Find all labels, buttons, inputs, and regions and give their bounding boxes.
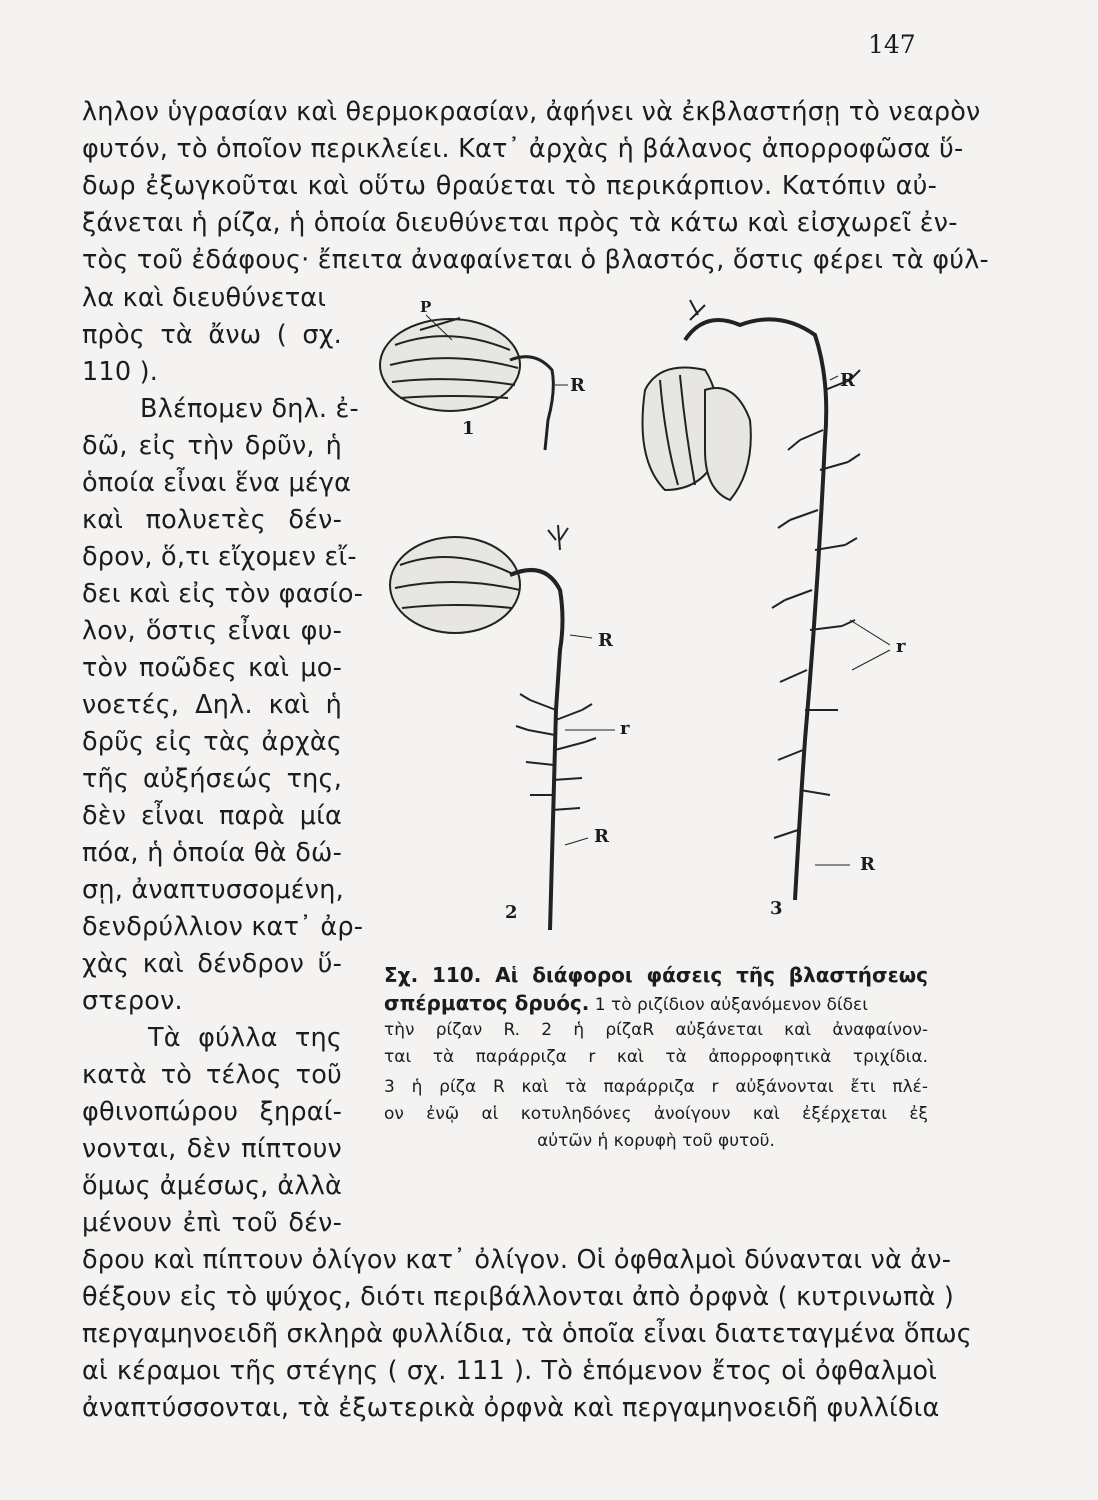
figure-caption-line: ται τὰ παράρριζα r καὶ τὰ ἀπορροφητικὰ τριχίδια. — [384, 1047, 928, 1067]
text-line: ξάνεται ἡ ρίζα, ἡ ὁποία διευθύνεται πρὸς τὰ κάτω καὶ εἰσχωρεῖ ἐν- — [82, 208, 958, 238]
text-line: καὶ πολυετὲς δέν- — [82, 505, 342, 535]
text-line: ὁποία εἶναι ἕνα μέγα — [82, 468, 352, 498]
text-line: τὸν ποῶδες καὶ μο- — [82, 653, 342, 683]
text-line: δρῦς εἰς τὰς ἀρχὰς — [82, 727, 342, 757]
figure-label-r: R — [860, 854, 875, 875]
figure-label-r-small: r — [620, 718, 630, 739]
figure-caption-title: Σχ. 110. Αἱ διάφοροι φάσεις τῆς βλαστήσεως — [384, 963, 928, 987]
figure-label-stage-1: 1 — [462, 418, 475, 439]
figure-label-r: R — [598, 630, 613, 651]
figure-label-stage-2: 2 — [505, 902, 518, 923]
text-line: αἱ κέραμοι τῆς στέγης ( σχ. 111 ). Τὸ ἑπόμενον ἔτος οἱ ὀφθαλμοὶ — [82, 1356, 937, 1386]
figure-label-r: R — [594, 826, 609, 847]
text-line: νοετές, Δηλ. καὶ ἡ — [82, 690, 342, 720]
text-line: περγαμηνοειδῆ σκληρὰ φυλλίδια, τὰ ὁποῖα εἶναι διατεταγμένα ὅπως — [82, 1319, 972, 1349]
figure-label-r-small: r — [896, 636, 906, 657]
stage-3-plant — [643, 300, 861, 900]
text-line: Βλέπομεν δηλ. ἐ- — [140, 394, 359, 424]
figure-label-r: R — [570, 375, 585, 396]
figure-caption-line: ον ἐνῷ αἱ κοτυληδόνες ἀνοίγουν καὶ ἐξέρχεται ἐξ — [384, 1104, 928, 1124]
figure-caption-title-end: σπέρματος δρυός. — [384, 991, 590, 1015]
text-line: πρὸς τὰ ἄνω ( σχ. — [82, 320, 342, 350]
text-line: νονται, δὲν πίπτουν — [82, 1134, 342, 1164]
text-line: φθινοπώρου ξηραί- — [82, 1097, 342, 1127]
text-line: δενδρύλλιον κατ᾽ ἀρ- — [82, 912, 364, 942]
text-line: τὸς τοῦ ἐδάφους· ἔπειτα ἀναφαίνεται ὁ βλαστός, ὅστις φέρει τὰ φύλ- — [82, 245, 989, 275]
stage-2-seedling — [390, 525, 596, 930]
page-number: 147 — [868, 30, 916, 59]
text-line: ὅμως ἀμέσως, ἀλλὰ — [82, 1171, 342, 1201]
text-line: θέξουν εἰς τὸ ψύχος, διότι περιβάλλονται ἀπὸ ὀρφνὰ ( κυτρινωπὰ ) — [82, 1282, 955, 1312]
text-line: λα καὶ διευθύνεται — [82, 283, 327, 313]
text-line: φυτόν, τὸ ὁποῖον περικλείει. Κατ᾽ ἀρχὰς ἡ βάλανος ἀπορροφῶσα ὕ- — [82, 134, 964, 164]
text-line: δὲν εἶναι παρὰ μία — [82, 801, 342, 831]
text-line: πόα, ἡ ὁποία θὰ δώ- — [82, 838, 342, 868]
text-line: δωρ ἐξωγκοῦται καὶ οὕτω θραύεται τὸ περικάρπιον. Κατόπιν αὐ- — [82, 171, 937, 201]
text-line: δει καὶ εἰς τὸν φασίο- — [82, 579, 364, 609]
figure-caption-line: τὴν ρίζαν R. 2 ἡ ρίζαR αὐξάνεται καὶ ἀναφαίνον- — [384, 1020, 928, 1040]
text-line: λον, ὅστις εἶναι φυ- — [82, 616, 342, 646]
text-line: μένουν ἐπὶ τοῦ δέν- — [82, 1208, 342, 1238]
text-line: τῆς αὐξήσεώς της, — [82, 764, 342, 794]
text-line: σῃ, ἀναπτυσσομένη, — [82, 875, 344, 905]
text-line: ληλον ὑγρασίαν καὶ θερμοκρασίαν, ἀφήνει νὰ ἐκβλαστήσῃ τὸ νεαρὸν — [82, 97, 981, 127]
figure-label-p: P — [420, 298, 432, 316]
text-line: στερον. — [82, 986, 183, 1016]
text-line: χὰς καὶ δένδρον ὕ- — [82, 949, 342, 979]
text-line: Τὰ φύλλα της — [148, 1023, 342, 1053]
figure-caption-line — [384, 990, 928, 1018]
figure-caption-line: 3 ἡ ρίζα R καὶ τὰ παράρριζα r αὐξάνονται ἔτι πλέ- — [384, 1077, 928, 1097]
text-line: δρον, ὅ,τι εἴχομεν εἴ- — [82, 542, 357, 572]
text-line: δρου καὶ πίπτουν ὀλίγον κατ᾽ ὀλίγον. Οἱ ὀφθαλμοὶ δύνανται νὰ ἀν- — [82, 1245, 952, 1275]
figure-label-stage-3: 3 — [770, 898, 783, 919]
text-line: κατὰ τὸ τέλος τοῦ — [82, 1060, 342, 1090]
text-line: δῶ, εἰς τὴν δρῦν, ἡ — [82, 431, 342, 461]
text-line: 110 ). — [82, 357, 159, 387]
text-line: ἀναπτύσσονται, τὰ ἐξωτερικὰ ὀρφνὰ καὶ περγαμηνοειδῆ φυλλίδια — [82, 1393, 940, 1423]
figure-caption-line: αὐτῶν ἡ κορυφὴ τοῦ φυτοῦ. — [537, 1131, 775, 1151]
figure-caption-text: 1 τὸ ριζίδιον αὐξανόμενον δίδει — [594, 995, 868, 1015]
figure-label-r: R — [840, 370, 855, 391]
